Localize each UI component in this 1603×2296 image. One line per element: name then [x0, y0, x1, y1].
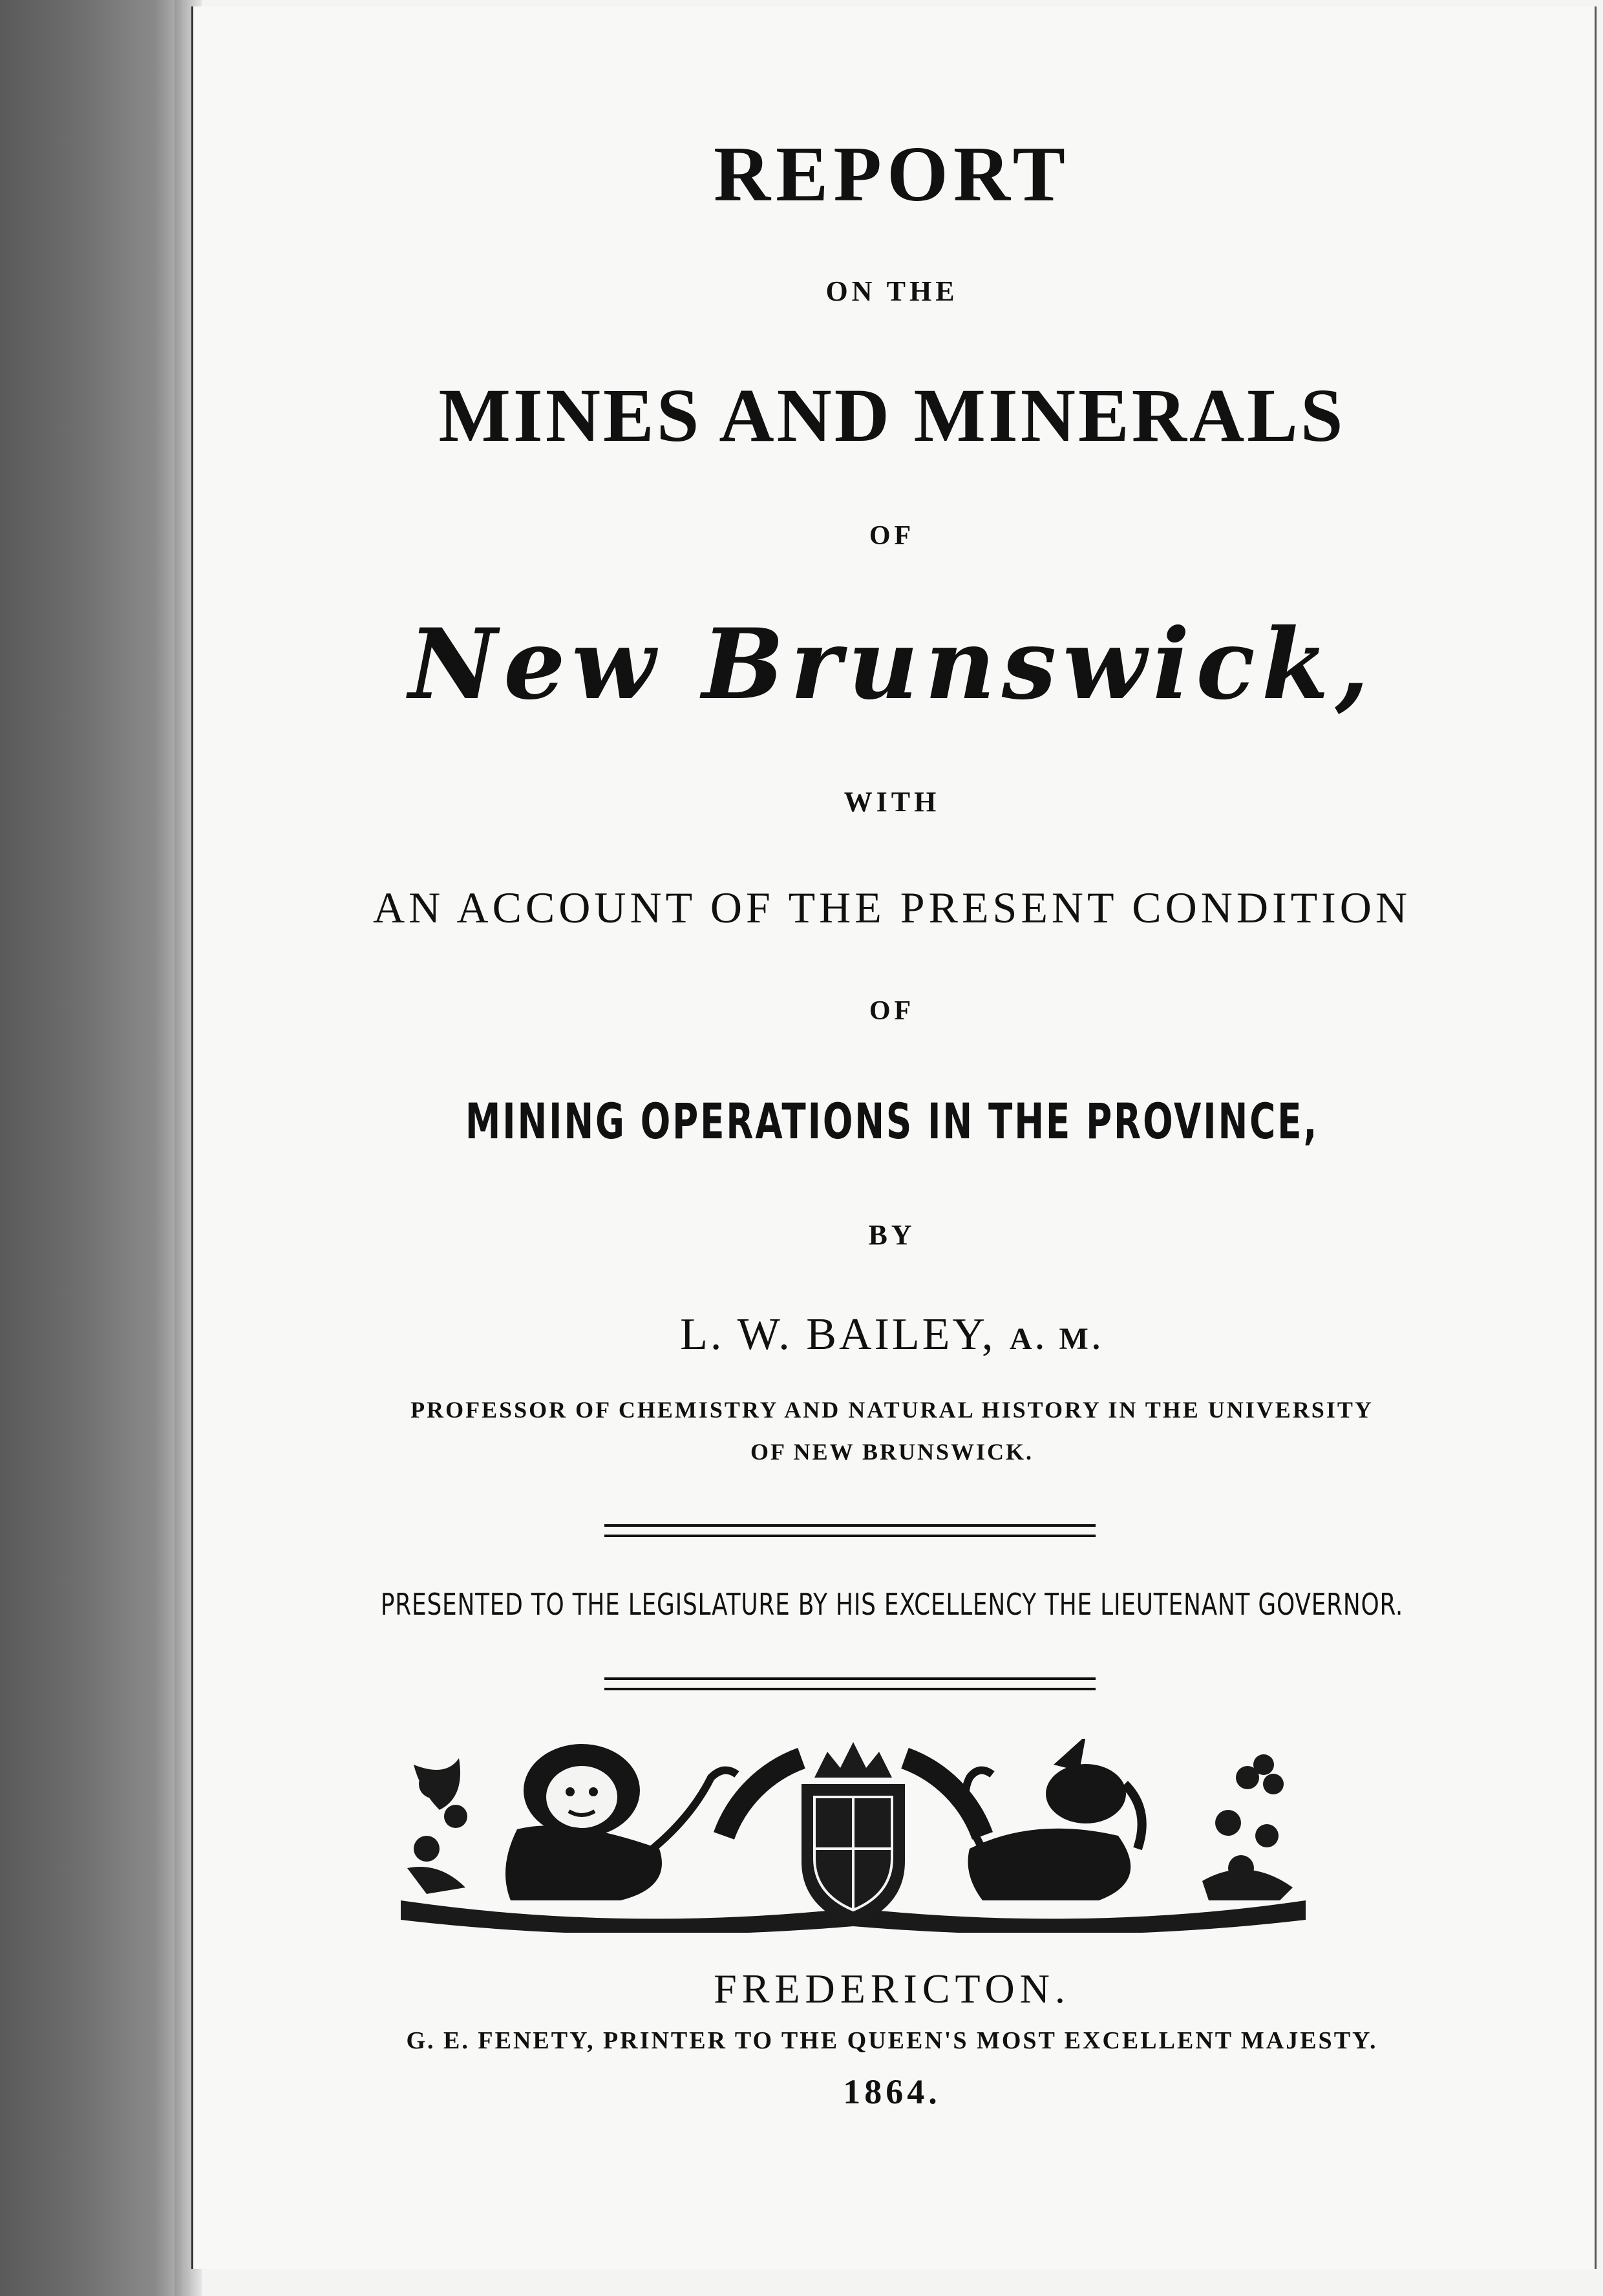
- title-of-2: OF: [869, 996, 915, 1026]
- title-report: REPORT: [713, 131, 1071, 218]
- author-affiliation-1: PROFESSOR OF CHEMISTRY AND NATURAL HISTORY IN THE UNIVERSITY: [410, 1397, 1374, 1423]
- author-degree: A. M.: [1009, 1322, 1104, 1356]
- royal-coat-of-arms-icon: [388, 1739, 1319, 1933]
- book-spine: [0, 0, 194, 2296]
- title-by: BY: [868, 1219, 916, 1251]
- title-new-brunswick: New Brunswick,: [409, 608, 1375, 721]
- double-rule-bottom: [604, 1677, 1096, 1690]
- title-mines-and-minerals: MINES AND MINERALS: [438, 373, 1346, 458]
- author: [191, 1309, 1593, 1361]
- title-mining-operations: MINING OPERATIONS IN THE PROVINCE,: [465, 1092, 1319, 1150]
- title-account: AN ACCOUNT OF THE PRESENT CONDITION: [373, 883, 1411, 932]
- title-with: WITH: [844, 786, 940, 818]
- title-on-the: ON THE: [825, 275, 959, 307]
- author-name: L. W. BAILEY,: [680, 1310, 996, 1359]
- imprint-year: 1864.: [843, 2072, 941, 2111]
- imprint-city: FREDERICTON.: [714, 1966, 1070, 2012]
- author-affiliation-2: OF NEW BRUNSWICK.: [750, 1439, 1034, 1465]
- presented-line: PRESENTED TO THE LEGISLATURE BY HIS EXCELLENCY THE LIEUTENANT GOVERNOR.: [380, 1587, 1404, 1622]
- imprint-printer: G. E. FENETY, PRINTER TO THE QUEEN'S MOST EXCELLENT MAJESTY.: [406, 2027, 1378, 2054]
- double-rule-top: [604, 1524, 1096, 1537]
- title-of: OF: [869, 521, 915, 551]
